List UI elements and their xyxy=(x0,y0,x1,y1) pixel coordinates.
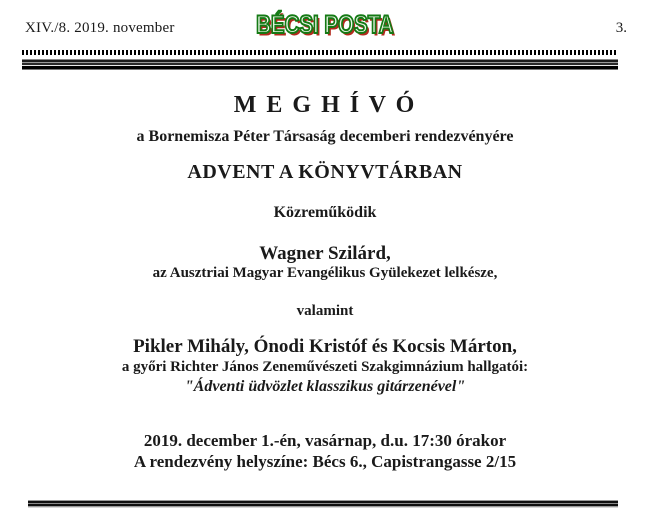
performer1-name: Wagner Szilárd, xyxy=(259,243,391,264)
connector-text: valamint xyxy=(296,303,354,319)
issue-number: XIV./8. 2019. november xyxy=(25,20,175,36)
invitation-title: M E G H Í V Ó xyxy=(233,92,417,118)
program-quote: "Ádventi üdvözlet klasszikus gitárzenével" xyxy=(184,378,466,395)
masthead xyxy=(0,11,650,40)
event-datetime: 2019. december 1.-én, vasárnap, d.u. 17:30 órakor xyxy=(143,431,507,450)
event-title: ADVENT A KÖNYVTÁRBAN xyxy=(187,161,463,183)
performers2-names: Pikler Mihály, Ónodi Kristóf és Kocsis Márton, xyxy=(133,336,517,357)
footer-rule xyxy=(28,500,618,508)
invitation-subtitle: a Bornemisza Péter Társaság decemberi rendezvényére xyxy=(136,128,514,145)
event-location: A rendezvény helyszíne: Bécs 6., Capistrangasse 2/15 xyxy=(133,452,517,471)
becsi-posta-logo: BÉCSI POSTA xyxy=(256,11,394,39)
page-number: 3. xyxy=(615,20,627,36)
performers2-role: a győri Richter János Zeneművészeti Szakgimnázium hallgatói: xyxy=(121,359,529,375)
contributors-label: Közreműködik xyxy=(273,204,377,221)
header-thick-rule xyxy=(22,59,618,70)
performer1-role: az Ausztriai Magyar Evangélikus Gyülekezet lelkésze, xyxy=(152,265,498,281)
header-dotted-rule xyxy=(22,50,617,55)
